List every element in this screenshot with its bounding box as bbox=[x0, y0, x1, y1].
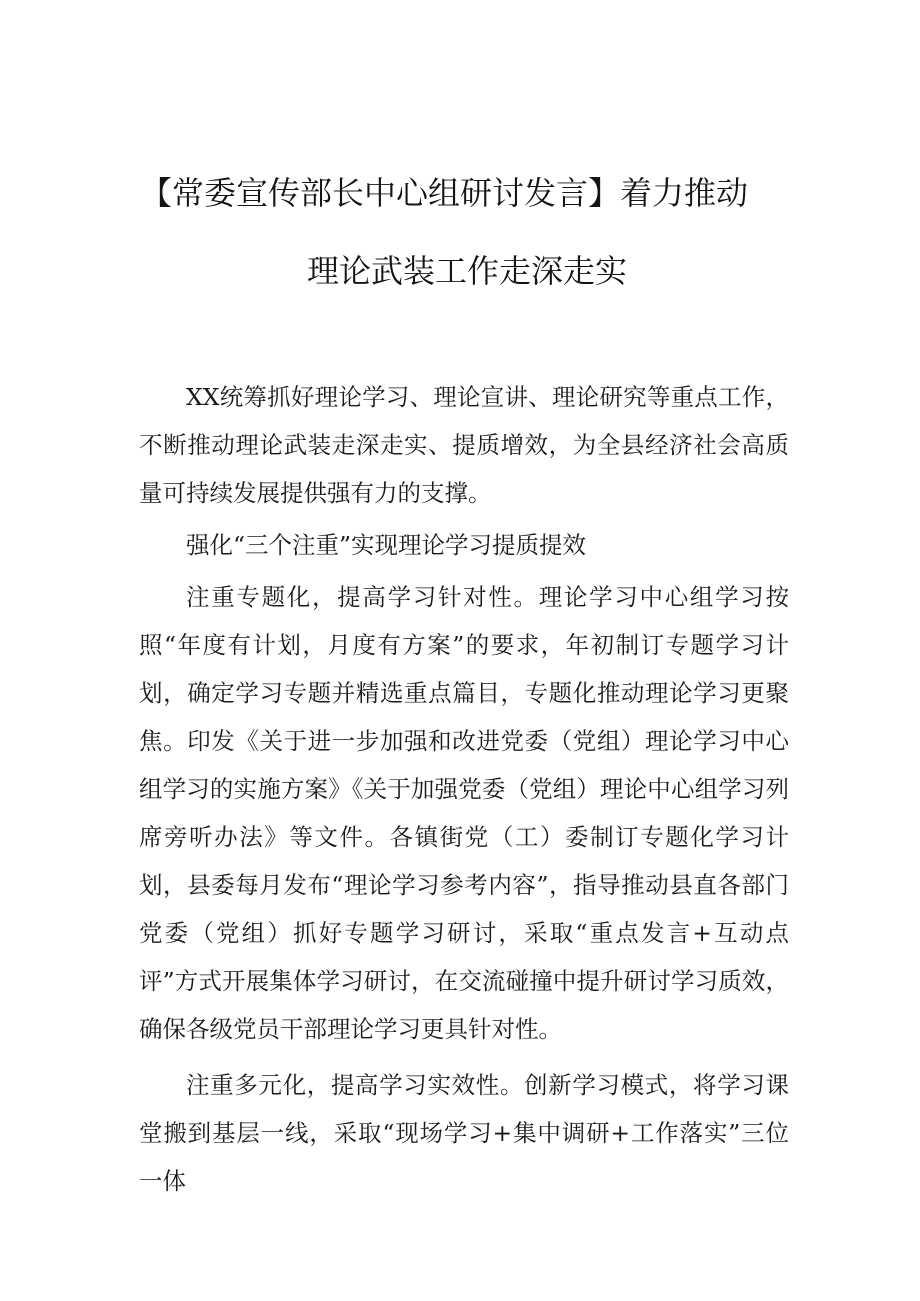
document-title-line-1: 【常委宣传部长中心组研讨发言】着力推动 bbox=[140, 174, 749, 212]
body-paragraph: 注重多元化，提高学习实效性。创新学习模式，将学习课堂搬到基层一线，采取“现场学习+集中调研+工作落实”三位一体 bbox=[139, 1071, 789, 1195]
body-paragraph: 注重专题化，提高学习针对性。理论学习中心组学习按照“年度有计划，月度有方案”的要求，年初制订专题学习计划，确定学习专题并精选重点篇目，专题化推动理论学习更聚焦。印发《关于进一步加强和改进党委（党组）理论学习中心组学习的实施方案》《关于加强党委（党组）理论中心组学习列席旁听办法》等文件。各镇街党（工）委制订专题化学习计划，县委每月发布“理论学习参考内容”，指导推动县直各部门党委（党组）抓好专题学习研讨，采取“重点发言+互动点评”方式开展集体学习研讨，在交流碰撞中提升研讨学习质效，确保各级党员干部理论学习更具针对性。 bbox=[139, 583, 789, 1043]
intro-paragraph: XX统筹抓好理论学习、理论宣讲、理论研究等重点工作，不断推动理论武装走深走实、提质增效，为全县经济社会高质量可持续发展提供强有力的支撑。 bbox=[139, 383, 789, 507]
document-title-line-2: 理论武装工作走深走实 bbox=[307, 252, 628, 290]
section-heading: 强化“三个注重”实现理论学习提质提效 bbox=[186, 531, 587, 559]
document-body bbox=[139, 373, 789, 1205]
